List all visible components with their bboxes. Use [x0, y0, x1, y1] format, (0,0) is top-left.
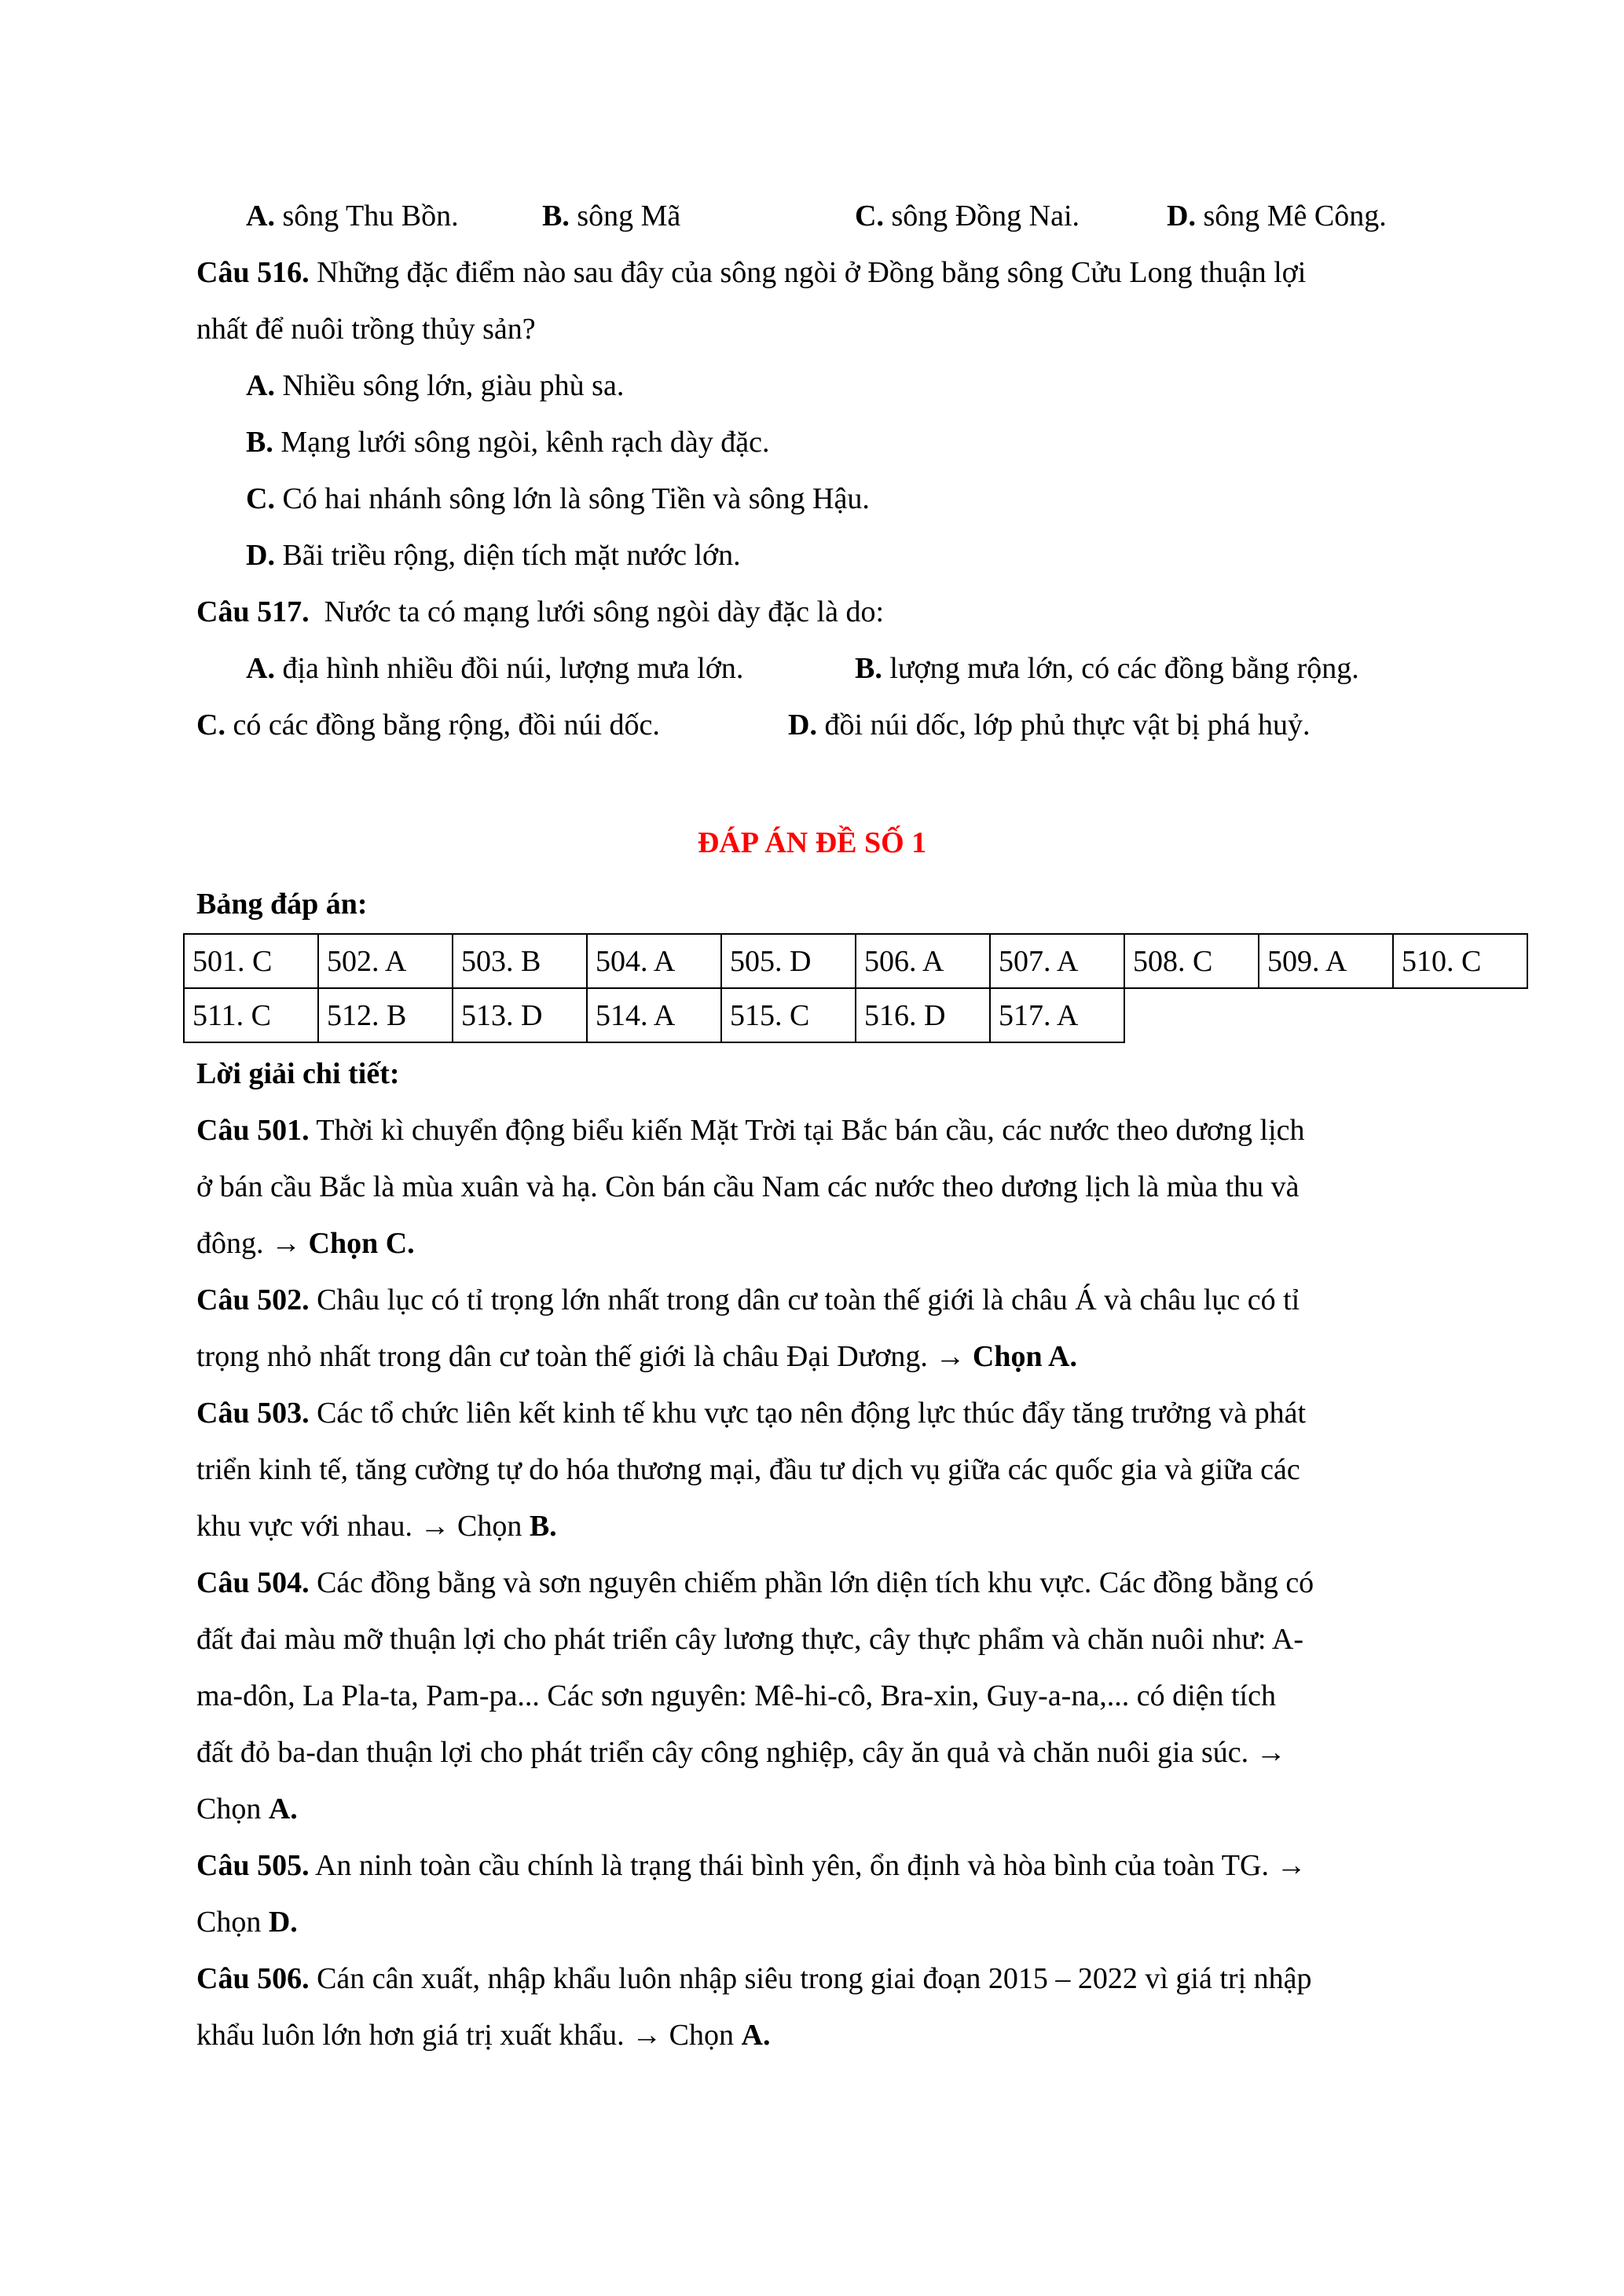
- explanation-503-line3: [196, 1508, 557, 1544]
- option-label: C.: [196, 709, 225, 742]
- option-text: đồi núi dốc, lớp phủ thực vật bị phá huỷ.: [816, 709, 1311, 742]
- explanation-text: Các đồng bằng và sơn nguyên chiếm phần lớn diện tích khu vực. Các đồng bằng có: [309, 1566, 1314, 1599]
- option-text: lượng mưa lớn, có các đồng bằng rộng.: [882, 652, 1359, 685]
- explanation-text: Chọn: [196, 1906, 269, 1939]
- answer-cell: 501. C: [184, 934, 318, 988]
- explanation-504-line4: đất đỏ ba-dan thuận lợi cho phát triển cây công nghiệp, cây ăn quả và chăn nuôi gia súc. →: [196, 1736, 1286, 1769]
- answer-cell: 511. C: [184, 988, 318, 1042]
- answer-cell: 508. C: [1124, 934, 1259, 988]
- answer-cell: 516. D: [856, 988, 990, 1042]
- explanation-label: Câu 504.: [196, 1566, 310, 1599]
- explanation-text: Cán cân xuất, nhập khẩu luôn nhập siêu trong giai đoạn 2015 – 2022 vì giá trị nhập: [309, 1962, 1312, 1995]
- option-text: sông Mã: [569, 200, 681, 233]
- explanation-text: Chọn: [196, 1792, 269, 1825]
- table-row: [184, 988, 1527, 1042]
- explanation-505-line1: [196, 1847, 1306, 1884]
- explanation-text: khẩu luôn lớn hơn giá trị xuất khẩu. → Chọn: [196, 2019, 742, 2052]
- question-text: Nước ta có mạng lưới sông ngòi dày đặc là do:: [309, 595, 885, 628]
- answer-cell: 513. D: [453, 988, 587, 1042]
- option-text: sông Đồng Nai.: [883, 200, 1080, 233]
- detail-heading: Lời giải chi tiết:: [196, 1057, 400, 1090]
- option-label: B.: [855, 652, 882, 685]
- answer-cell: 510. C: [1393, 934, 1527, 988]
- explanation-504-line2: đất đai màu mỡ thuận lợi cho phát triển cây lương thực, cây thực phẩm và chăn nuôi như: A-: [196, 1623, 1303, 1656]
- option-label: B.: [246, 426, 273, 459]
- option-label: C.: [246, 482, 275, 515]
- option-text: có các đồng bằng rộng, đồi núi dốc.: [225, 709, 660, 742]
- option-text: Mạng lưới sông ngòi, kênh rạch dày đặc.: [273, 426, 770, 459]
- explanation-label: Câu 503.: [196, 1397, 310, 1430]
- answer-cell: 517. A: [990, 988, 1124, 1042]
- chosen-answer: B.: [529, 1510, 557, 1543]
- q517-option-c: [196, 707, 660, 743]
- q517-option-b: [855, 650, 1359, 687]
- explanation-501-line1: [196, 1112, 1305, 1148]
- q515-option-d: [1167, 198, 1387, 234]
- explanation-text: đông. →: [196, 1227, 309, 1260]
- answer-cell: 515. C: [721, 988, 856, 1042]
- option-label: D.: [788, 709, 817, 742]
- explanation-501-line2: ở bán cầu Bắc là mùa xuân và hạ. Còn bán cầu Nam các nước theo dương lịch là mùa thu và: [196, 1170, 1300, 1203]
- q516-option-b: [246, 424, 770, 460]
- explanation-506-line2: [196, 2017, 770, 2053]
- option-label: A.: [246, 652, 275, 685]
- answer-cell: 507. A: [990, 934, 1124, 988]
- option-text: sông Mê Công.: [1195, 200, 1387, 233]
- q515-option-b: [542, 198, 680, 234]
- explanation-504-line5: [196, 1791, 298, 1827]
- empty-cell: [1124, 988, 1259, 1042]
- option-text: Có hai nhánh sông lớn là sông Tiền và sông Hậu.: [274, 482, 870, 515]
- explanation-label: Câu 501.: [196, 1114, 310, 1147]
- chosen-answer: Chọn C.: [308, 1227, 415, 1260]
- explanation-503-line2: triển kinh tế, tăng cường tự do hóa thương mại, đầu tư dịch vụ giữa các quốc gia và giữa các: [196, 1453, 1300, 1486]
- explanation-503-line1: [196, 1395, 1306, 1431]
- answer-cell: 512. B: [318, 988, 453, 1042]
- option-text: sông Thu Bồn.: [274, 200, 459, 233]
- chosen-answer: Chọn A.: [972, 1340, 1077, 1373]
- option-label: A.: [246, 200, 275, 233]
- answer-cell: 509. A: [1259, 934, 1393, 988]
- explanation-text: trọng nhỏ nhất trong dân cư toàn thế giới là châu Đại Dương. →: [196, 1340, 973, 1373]
- q517-option-a: [246, 650, 743, 687]
- explanation-label: Câu 505.: [196, 1849, 310, 1882]
- chosen-answer: A.: [741, 2019, 771, 2052]
- empty-cell: [1259, 988, 1393, 1042]
- option-text: Bãi triều rộng, diện tích mặt nước lớn.: [274, 539, 741, 572]
- q517-option-d: [788, 707, 1310, 743]
- explanation-text: An ninh toàn cầu chính là trạng thái bình yên, ổn định và hòa bình của toàn TG. →: [309, 1849, 1307, 1882]
- explanation-504-line3: ma-dôn, La Pla-ta, Pam-pa... Các sơn nguyên: Mê-hi-cô, Bra-xin, Guy-a-na,... có diện tích: [196, 1679, 1276, 1712]
- q517-stem: [196, 594, 884, 630]
- answer-table: [183, 933, 1528, 1043]
- q516-option-c: [246, 481, 870, 517]
- option-label: C.: [855, 200, 884, 233]
- chosen-answer: A.: [268, 1792, 298, 1825]
- answer-cell: 504. A: [587, 934, 721, 988]
- explanation-text: khu vực với nhau. → Chọn: [196, 1510, 530, 1543]
- question-text: Những đặc điểm nào sau đây của sông ngòi ở Đồng bằng sông Cửu Long thuận lợi: [309, 256, 1307, 289]
- answer-cell: 502. A: [318, 934, 453, 988]
- question-label: Câu 516.: [196, 256, 310, 289]
- option-label: D.: [246, 539, 275, 572]
- option-text: Nhiều sông lớn, giàu phù sa.: [274, 369, 625, 402]
- explanation-text: Các tổ chức liên kết kinh tế khu vực tạo nên động lực thúc đẩy tăng trưởng và phát: [309, 1397, 1307, 1430]
- question-label: Câu 517.: [196, 595, 310, 628]
- answer-cell: 505. D: [721, 934, 856, 988]
- option-text: địa hình nhiều đồi núi, lượng mưa lớn.: [274, 652, 744, 685]
- option-label: A.: [246, 369, 275, 402]
- option-label: D.: [1167, 200, 1196, 233]
- explanation-502-line2: [196, 1338, 1077, 1375]
- explanation-505-line2: [196, 1904, 298, 1940]
- chosen-answer: D.: [268, 1906, 298, 1939]
- explanation-label: Câu 502.: [196, 1283, 310, 1316]
- answer-key-title: ĐÁP ÁN ĐỀ SỐ 1: [697, 826, 927, 859]
- explanation-label: Câu 506.: [196, 1962, 310, 1995]
- q515-option-c: [855, 198, 1080, 234]
- answer-cell: 503. B: [453, 934, 587, 988]
- explanation-502-line1: [196, 1282, 1300, 1318]
- explanation-504-line1: [196, 1565, 1314, 1601]
- answer-cell: 514. A: [587, 988, 721, 1042]
- empty-cell: [1393, 988, 1527, 1042]
- table-row: [184, 934, 1527, 988]
- q515-option-a: [246, 198, 459, 234]
- q516-option-d: [246, 537, 741, 573]
- answer-cell: 506. A: [856, 934, 990, 988]
- answer-table-label: Bảng đáp án:: [196, 888, 368, 921]
- explanation-text: Thời kì chuyển động biểu kiến Mặt Trời tại Bắc bán cầu, các nước theo dương lịch: [309, 1114, 1305, 1147]
- option-label: B.: [542, 200, 570, 233]
- explanation-501-line3: [196, 1225, 415, 1262]
- q516-stem-line1: [196, 255, 1306, 291]
- q516-option-a: [246, 368, 624, 404]
- explanation-text: Châu lục có tỉ trọng lớn nhất trong dân cư toàn thế giới là châu Á và châu lục có tỉ: [309, 1283, 1300, 1316]
- q516-stem-line2: nhất để nuôi trồng thủy sản?: [196, 313, 536, 346]
- explanation-506-line1: [196, 1961, 1312, 1997]
